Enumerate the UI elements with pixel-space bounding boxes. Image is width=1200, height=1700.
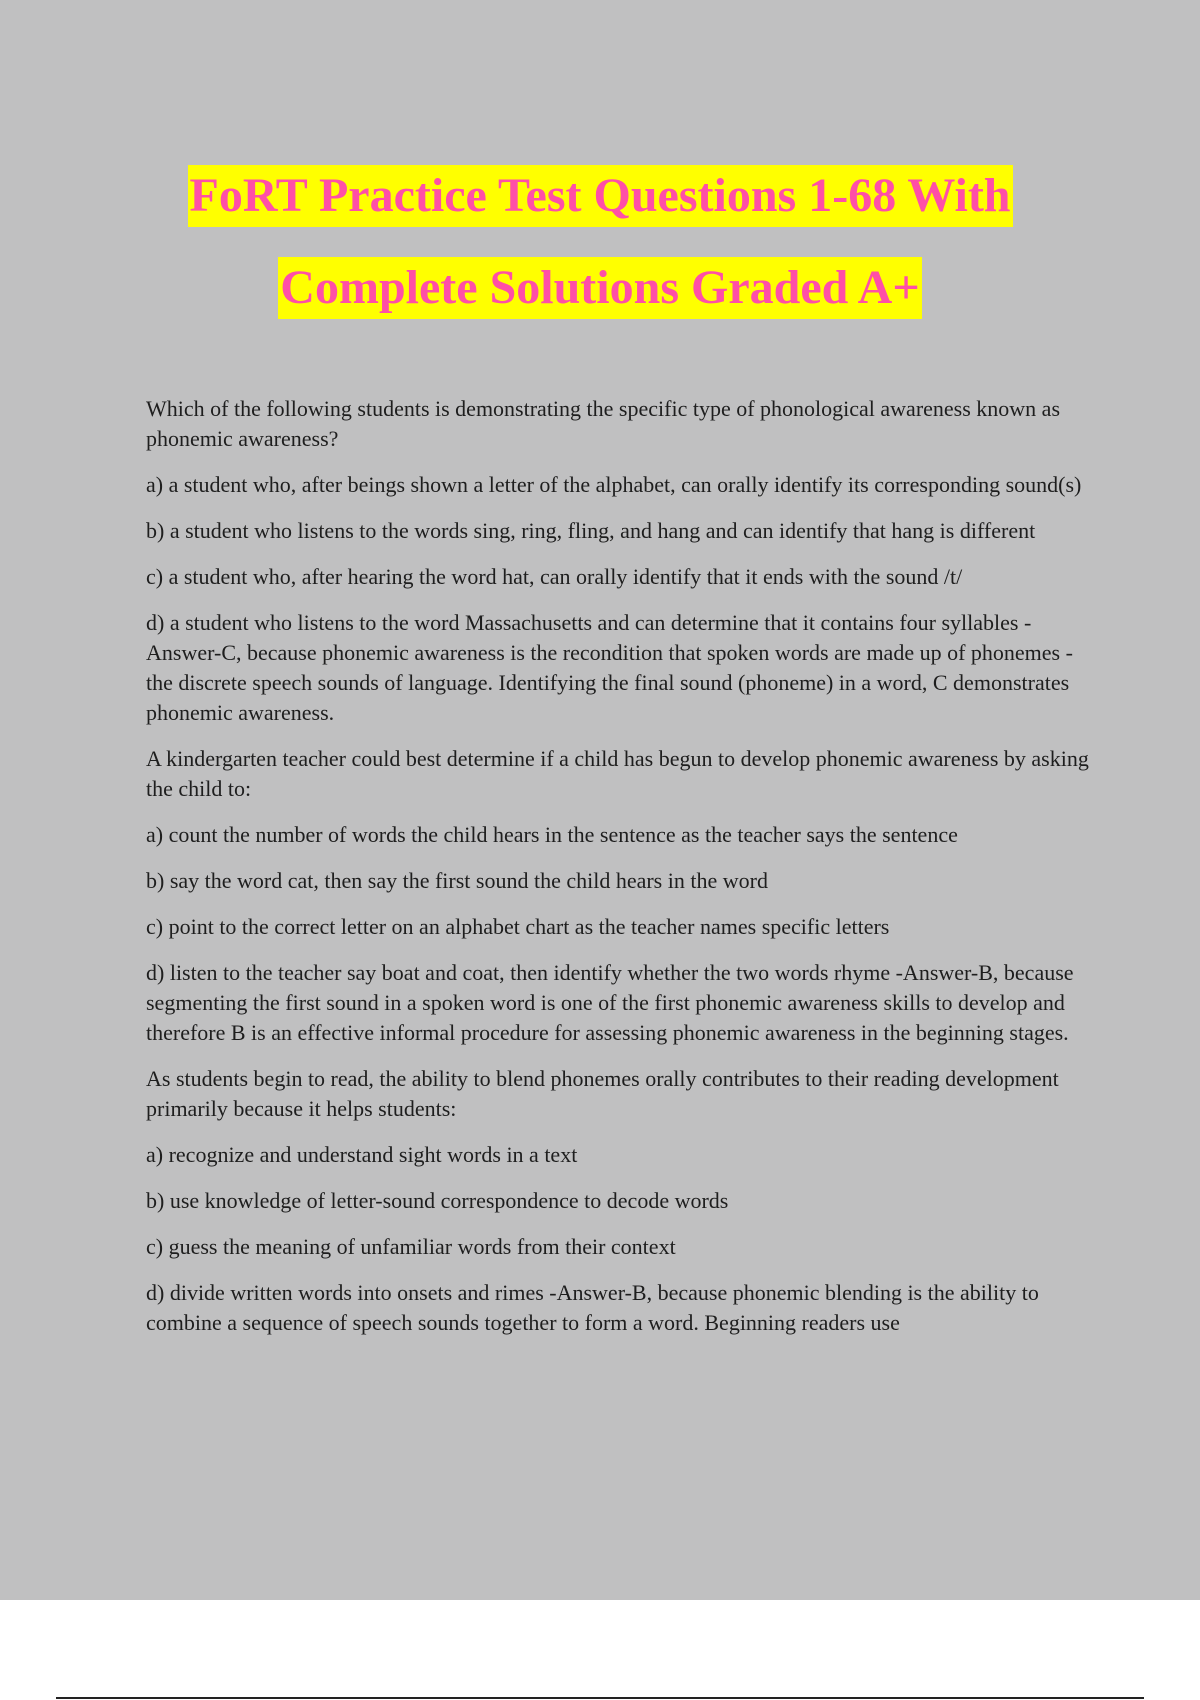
question-3-option-a: a) recognize and understand sight words in a text: [146, 1142, 578, 1167]
question-2-option-b: b) say the word cat, then say the first sound the child hears in the word: [146, 868, 768, 893]
question-2-option-d-answer: d) listen to the teacher say boat and coat, then identify whether the two words rhyme -Answer-B, because segmenting the first sound in a spoken word is one of the first phonemic awareness skills to develop and therefore B is an effective informal procedure for assessing phonemic awareness in the beginning stages.: [146, 960, 1074, 1045]
title-line-2: Complete Solutions Graded A+: [278, 257, 921, 319]
document-title: [0, 165, 1200, 349]
title-line-1: FoRT Practice Test Questions 1-68 With: [188, 165, 1013, 227]
question-1-option-d-answer: d) a student who listens to the word Massachusetts and can determine that it contains four syllables -Answer-C, because phonemic awareness is the recondition that spoken words are made up of phonemes - the discrete speech sounds of language. Identifying the final sound (phoneme) in a word, C demonstrates phonemic awareness.: [146, 610, 1073, 725]
question-2-option-a: a) count the number of words the child hears in the sentence as the teacher says the sentence: [146, 822, 958, 847]
question-3-stem: As students begin to read, the ability to blend phonemes orally contributes to their reading development primarily because it helps students:: [146, 1066, 1059, 1121]
question-3-option-d-answer: d) divide written words into onsets and rimes -Answer-B, because phonemic blending is the ability to combine a sequence of speech sounds together to form a word. Beginning readers use: [146, 1280, 1039, 1335]
footer-divider: [56, 1697, 1144, 1699]
question-3-option-c: c) guess the meaning of unfamiliar words from their context: [146, 1234, 676, 1259]
question-1-stem: Which of the following students is demonstrating the specific type of phonological awareness known as phonemic awareness?: [146, 396, 1061, 451]
question-1-option-b: b) a student who listens to the words sing, ring, fling, and hang and can identify that hang is different: [146, 518, 1036, 543]
question-2-option-c: c) point to the correct letter on an alphabet chart as the teacher names specific letters: [146, 914, 890, 939]
question-1-option-a: a) a student who, after beings shown a letter of the alphabet, can orally identify its corresponding sound(s): [146, 472, 1082, 497]
document-body: [146, 394, 1091, 1354]
question-2-stem: A kindergarten teacher could best determine if a child has begun to develop phonemic awareness by asking the child to:: [146, 746, 1089, 801]
question-1-option-c: c) a student who, after hearing the word hat, can orally identify that it ends with the sound /t/: [146, 564, 963, 589]
question-3-option-b: b) use knowledge of letter-sound correspondence to decode words: [146, 1188, 729, 1213]
